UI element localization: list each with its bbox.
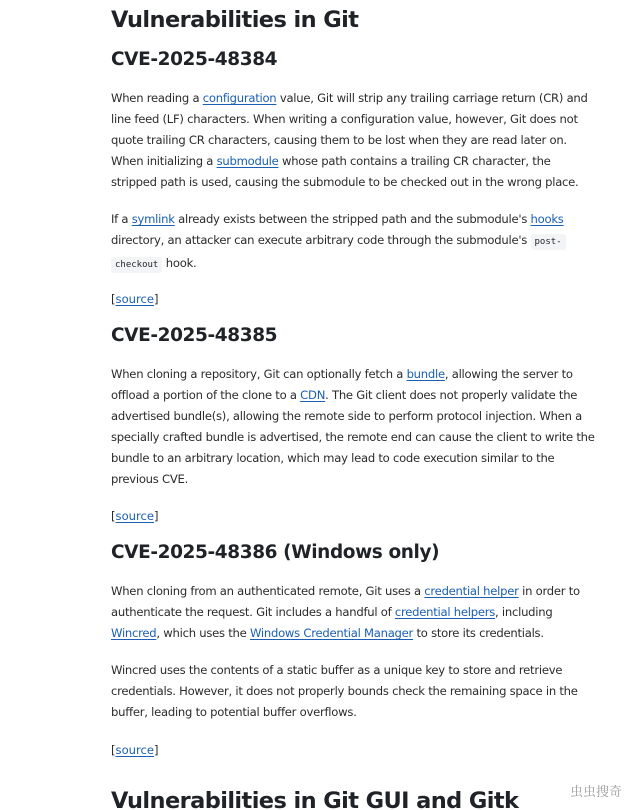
watermark: 虫虫搜奇: [569, 785, 622, 800]
configuration-link[interactable]: configuration: [202, 91, 277, 105]
cve-48385-source-link[interactable]: source: [115, 509, 155, 523]
symlink-link[interactable]: symlink: [131, 212, 175, 226]
cve-48385-source: [source]: [111, 509, 159, 523]
cve-heading-48385: CVE-2025-48385: [111, 325, 278, 346]
cve-48384-paragraph-1: When reading a configuration value, Git will strip any trailing carriage return (CR) and line feed (LF) characters. When writing a configuration value, however, Git does not quote trailing CR characters, causing them to be lost when they are read later on. When initializing a submodule whose path contains a trailing CR character, the stripped path is used, causing the submodule to be checked out in the wrong place.: [111, 91, 588, 189]
cve-48385-paragraph-1: When cloning a repository, Git can optionally fetch a bundle, allowing the server to offload a portion of the clone to a CDN. The Git client does not properly validate the advertised bundle(s), allowing the remote side to perform protocol injection. When a specially crafted bundle is advertised, the remote end can cause the client to write the bundle to an arbitrary location, which may lead to code execution similar to the previous CVE.: [111, 367, 595, 486]
submodule-link[interactable]: submodule: [216, 154, 279, 168]
post-checkout-code-part-2: checkout: [111, 257, 162, 273]
cve-heading-48384: CVE-2025-48384: [111, 49, 278, 70]
cve-48384-source: [source]: [111, 292, 159, 306]
cve-heading-48386: CVE-2025-48386 (Windows only): [111, 542, 440, 563]
cve-48384-paragraph-2: If a symlink already exists between the stripped path and the submodule's hooks directory, an attacker can execute arbitrary code through the submodule's post- checkout hook.: [111, 209, 595, 276]
bundle-link[interactable]: bundle: [406, 367, 445, 381]
post-checkout-code-part-1: post-: [531, 234, 566, 250]
wincred-link[interactable]: Wincred: [111, 626, 157, 640]
cdn-link[interactable]: CDN: [300, 388, 326, 402]
cve-48386-source-link[interactable]: source: [115, 743, 155, 757]
cve-48386-paragraph-1: When cloning from an authenticated remote, Git uses a credential helper in order to authenticate the request. Git includes a handful of credential helpers, including Wincred, which uses the Windows Credential Manager to store its credentials.: [111, 584, 580, 640]
cve-48386-paragraph-2: Wincred uses the contents of a static buffer as a unique key to store and retrieve credentials. However, it does not properly bounds check the remaining space in the buffer, leading to potential buffer overflows.: [111, 663, 578, 719]
windows-credential-manager-link[interactable]: Windows Credential Manager: [249, 626, 414, 640]
cve-48386-source: [source]: [111, 743, 159, 757]
cve-48384-source-link[interactable]: source: [115, 292, 155, 306]
credential-helper-link[interactable]: credential helper: [424, 584, 519, 598]
next-section-heading: Vulnerabilities in Git GUI and Gitk: [111, 788, 519, 810]
page-heading: Vulnerabilities in Git: [111, 7, 359, 33]
hooks-link[interactable]: hooks: [530, 212, 564, 226]
credential-helpers-link[interactable]: credential helpers: [394, 605, 496, 619]
